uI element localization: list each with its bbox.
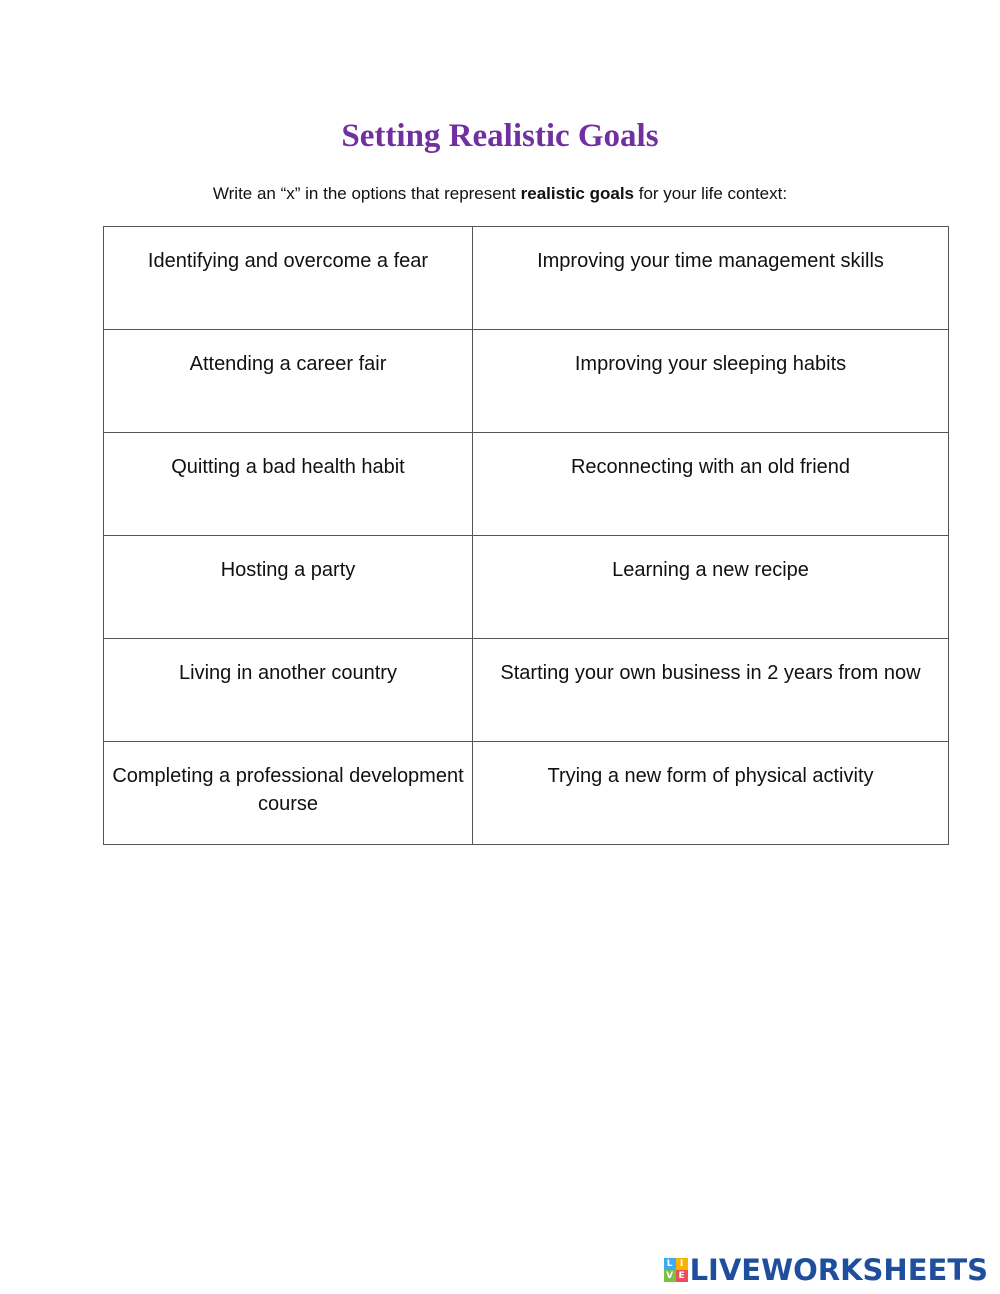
goal-option-cell[interactable]: Completing a professional development course bbox=[104, 742, 473, 845]
goal-option-cell[interactable]: Trying a new form of physical activity bbox=[473, 742, 949, 845]
goal-option-cell[interactable]: Identifying and overcome a fear bbox=[104, 227, 473, 330]
table-row bbox=[104, 639, 949, 742]
table-row bbox=[104, 433, 949, 536]
logo-letter: L bbox=[664, 1258, 676, 1270]
instructions-text-end: for your life context: bbox=[634, 184, 788, 203]
brand-footer bbox=[664, 1254, 988, 1286]
logo-letter: E bbox=[676, 1270, 688, 1282]
goals-table bbox=[103, 226, 949, 845]
goal-option-cell[interactable]: Improving your time management skills bbox=[473, 227, 949, 330]
goal-option-cell[interactable]: Reconnecting with an old friend bbox=[473, 433, 949, 536]
instructions bbox=[0, 182, 1000, 206]
logo-letter: I bbox=[676, 1258, 688, 1270]
table-row bbox=[104, 227, 949, 330]
table-row bbox=[104, 330, 949, 433]
logo-letter: V bbox=[664, 1270, 676, 1282]
instructions-text-start: Write an “x” in the options that represent bbox=[212, 184, 521, 203]
goal-option-cell[interactable]: Improving your sleeping habits bbox=[473, 330, 949, 433]
goal-option-cell[interactable]: Living in another country bbox=[104, 639, 473, 742]
goal-option-cell[interactable]: Attending a career fair bbox=[104, 330, 473, 433]
goal-option-cell[interactable]: Starting your own business in 2 years from now bbox=[473, 639, 949, 742]
liveworksheets-logo-icon bbox=[664, 1258, 688, 1282]
goal-option-cell[interactable]: Learning a new recipe bbox=[473, 536, 949, 639]
brand-name: LIVEWORKSHEETS bbox=[689, 1253, 988, 1287]
instructions-bold-text: realistic goals bbox=[520, 184, 635, 203]
goal-option-cell[interactable]: Hosting a party bbox=[104, 536, 473, 639]
table-row bbox=[104, 742, 949, 845]
table-row bbox=[104, 536, 949, 639]
goal-option-cell[interactable]: Quitting a bad health habit bbox=[104, 433, 473, 536]
page-title: Setting Realistic Goals bbox=[341, 118, 659, 154]
